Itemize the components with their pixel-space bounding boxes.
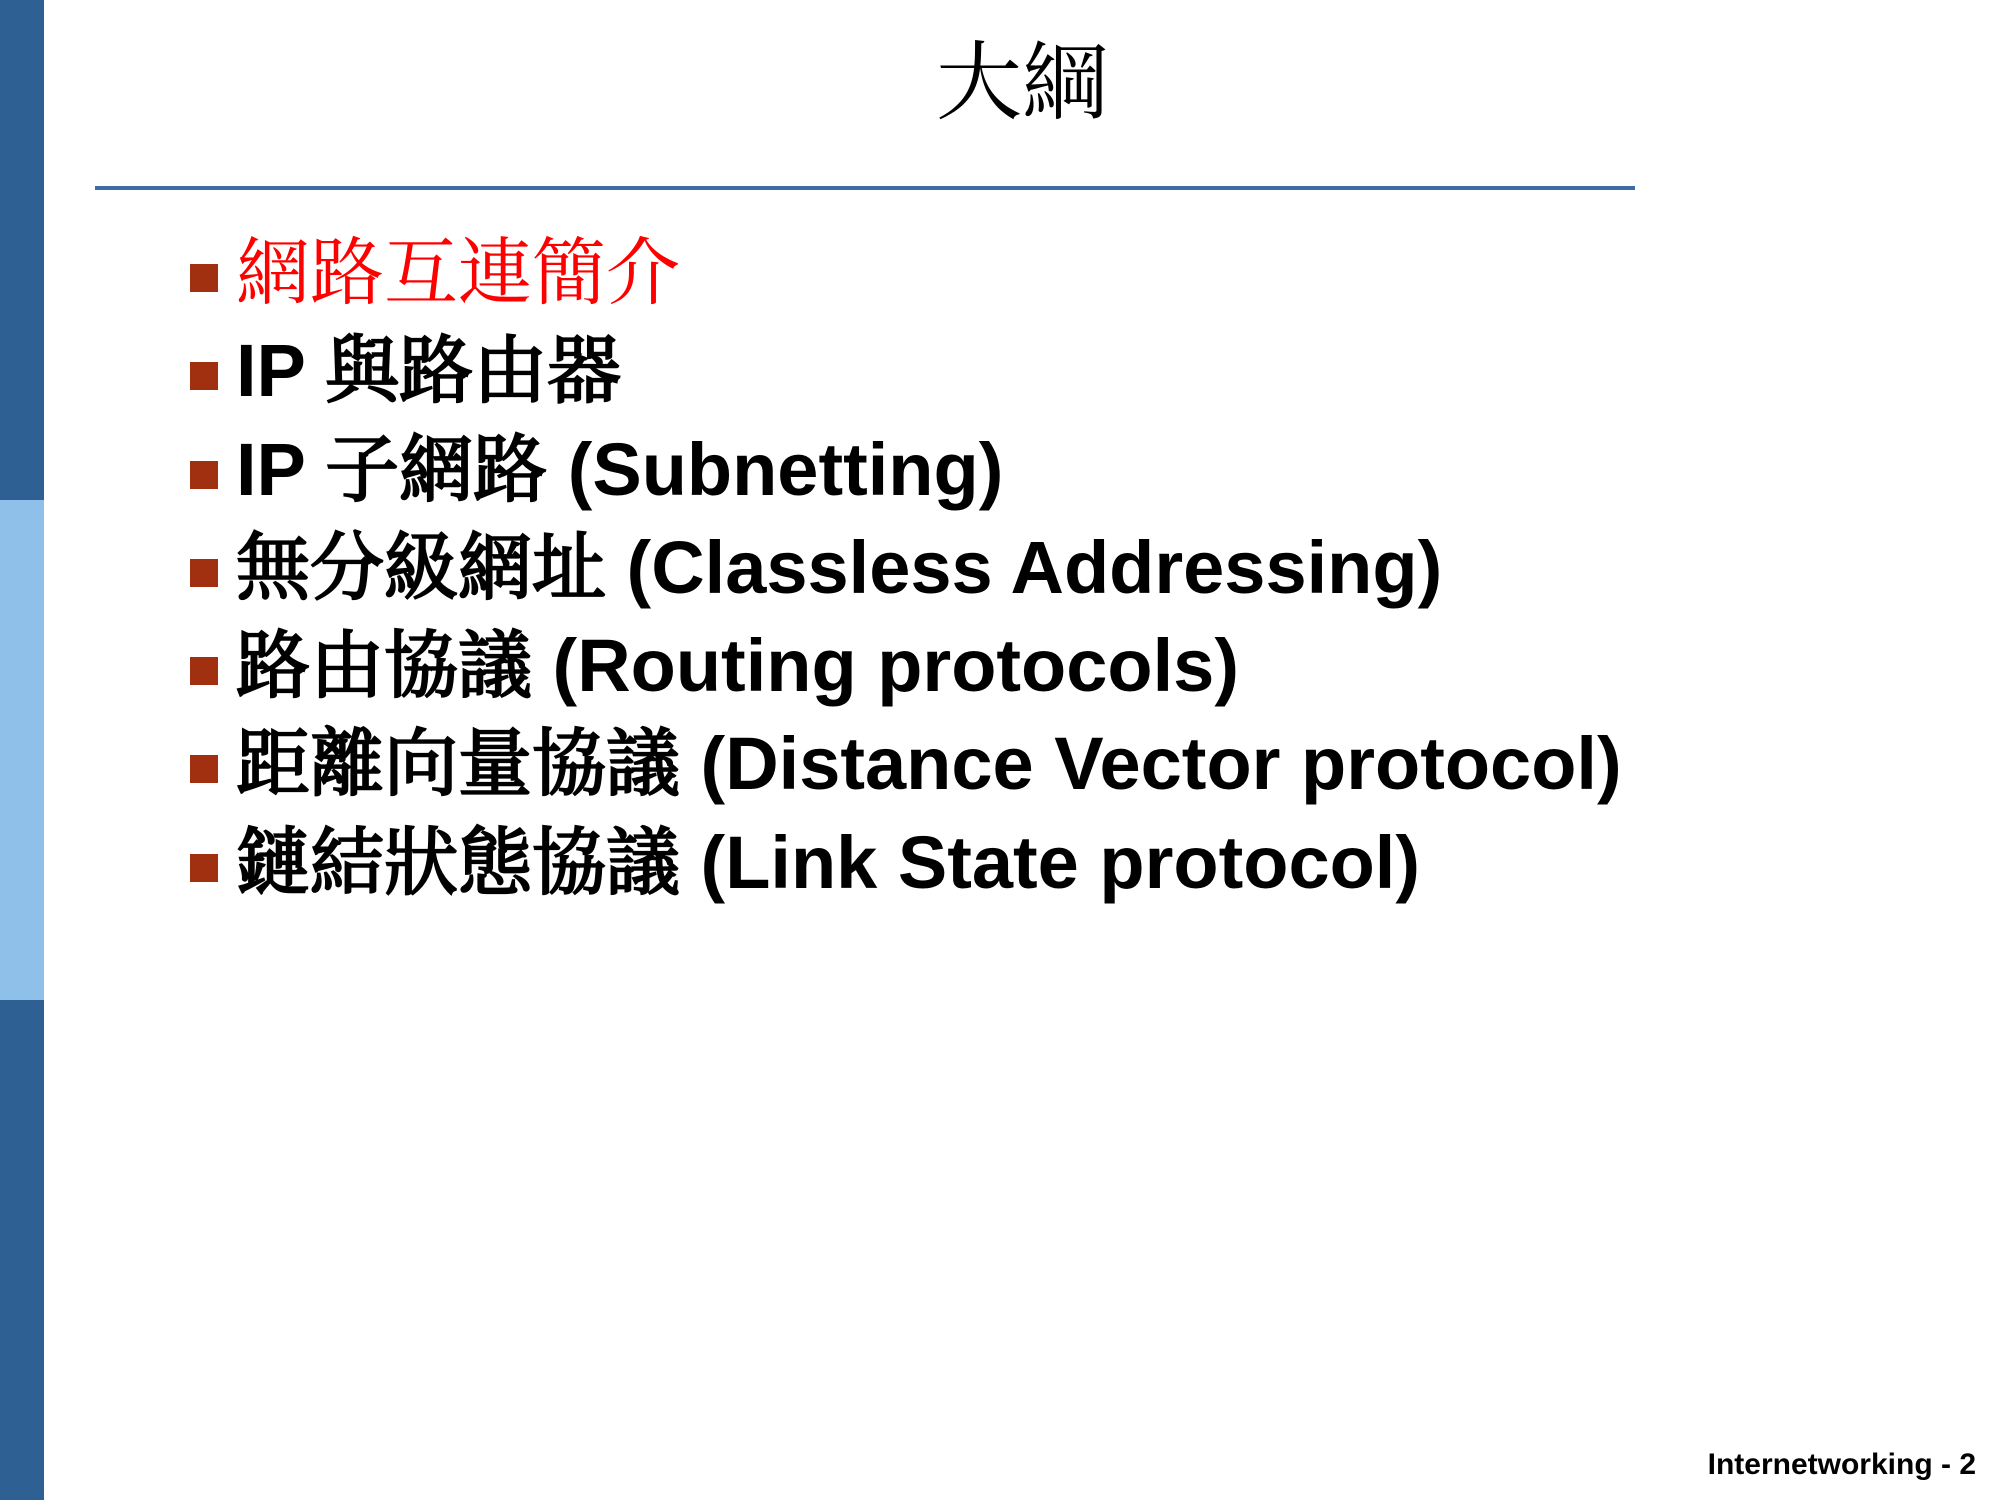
list-item-label: 鏈結狀態協議 (Link State protocol) bbox=[236, 820, 1420, 904]
square-bullet-icon bbox=[190, 657, 218, 685]
title-divider bbox=[95, 186, 1635, 190]
square-bullet-icon bbox=[190, 264, 218, 292]
square-bullet-icon bbox=[190, 755, 218, 783]
list-item-label: IP 子網路 (Subnetting) bbox=[236, 427, 1004, 511]
left-bar-segment-top bbox=[0, 0, 44, 500]
slide-footer: Internetworking - 2 bbox=[1707, 1448, 1976, 1481]
list-item bbox=[190, 818, 1980, 908]
square-bullet-icon bbox=[190, 362, 218, 390]
list-item-label: 距離向量協議 (Distance Vector protocol) bbox=[236, 722, 1622, 806]
left-bar-segment-middle bbox=[0, 500, 44, 1000]
list-item bbox=[190, 523, 1980, 613]
list-item bbox=[190, 326, 1980, 416]
list-item-label: IP 與路由器 bbox=[236, 329, 622, 413]
list-item bbox=[190, 228, 1980, 318]
list-item-label: 路由協議 (Routing protocols) bbox=[236, 624, 1239, 708]
bullet-list bbox=[190, 228, 1980, 916]
list-item bbox=[190, 621, 1980, 711]
list-item bbox=[190, 425, 1980, 515]
square-bullet-icon bbox=[190, 461, 218, 489]
square-bullet-icon bbox=[190, 559, 218, 587]
list-item-label: 無分級網址 (Classless Addressing) bbox=[236, 525, 1443, 609]
square-bullet-icon bbox=[190, 854, 218, 882]
list-item-label: 網路互連簡介 bbox=[236, 230, 680, 316]
list-item bbox=[190, 719, 1980, 809]
left-bar-segment-bottom bbox=[0, 1000, 44, 1500]
page-title: 大綱 bbox=[936, 33, 1108, 133]
left-decoration-bar bbox=[0, 0, 44, 1500]
